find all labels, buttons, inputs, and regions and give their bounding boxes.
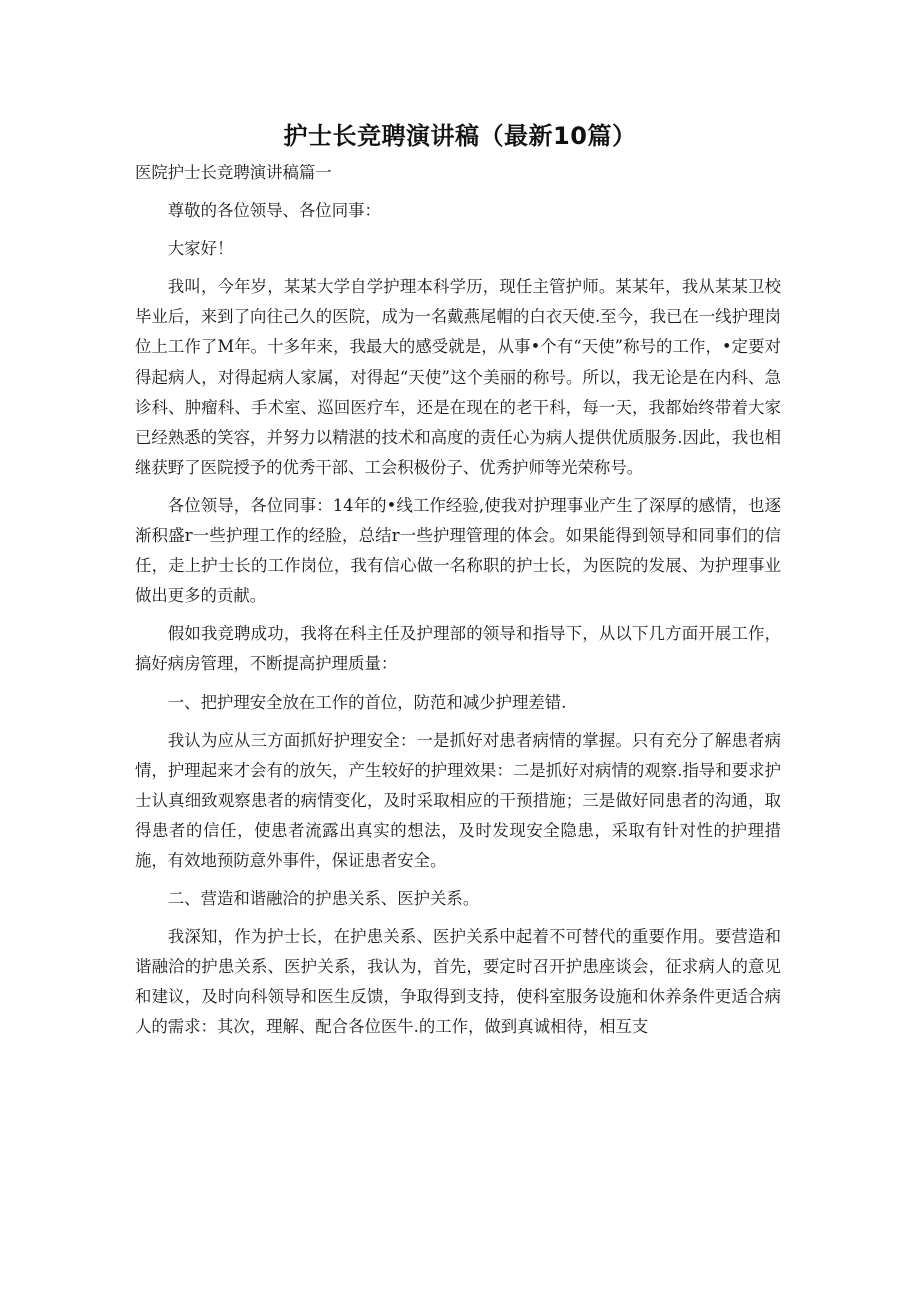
greeting: 大家好！ bbox=[167, 239, 234, 259]
point-heading: 一、把护理安全放在工作的首位，防范和减少护理差错. bbox=[167, 692, 567, 712]
body-paragraph: 假如我竞聘成功，我将在科主任及护理部的领导和指导下，从以下几方面开展工作，搞好病房管理，不断提高护理质量： bbox=[135, 624, 781, 674]
document-body bbox=[135, 158, 781, 1051]
body-paragraph: 我叫，今年岁，某某大学自学护理本科学历，现任主管护师。某某年，我从某某卫校毕业后，来到了向往己久的医院，成为一名戴燕尾帽的白衣天使.至今，我已在一线护理岗位上工作了M年。十多年来，我最大的感受就是，从事•个有“天使”称号的工作，•定要对得起病人，对得起病人家属，对得起“天使”这个美丽的称号。所以，我无论是在内科、急诊科、肿瘤科、手术室、巡回医疗车，还是在现在的老干科，每一天，我都始终带着大家已经熟悉的笑容，并努力以精湛的技术和高度的责任心为病人提供优质服务.因此，我也相继获野了医院授予的优秀干部、工会积极份子、优秀护师等光荣称号。 bbox=[135, 277, 781, 477]
document-title: 护士长竞聘演讲稿（最新10篇） bbox=[283, 122, 637, 150]
section-heading: 医院护士长竞聘演讲稿篇一 bbox=[135, 163, 332, 182]
body-paragraph: 我认为应从三方面抓好护理安全：一是抓好对患者病情的掌握。只有充分了解患者病情，护理起来才会有的放矢，产生较好的护理效果：二是抓好对病情的观察.指导和要求护士认真细致观察患者的病情变化，及时采取相应的干预措施；三是做好同患者的沟通，取得患者的信任，使患者流露出真实的想法，及时发现安全隐患，采取有针对性的护理措施，有效地预防意外事件，保证患者安全。 bbox=[135, 730, 781, 870]
salutation: 尊敬的各位领导、各位同事： bbox=[167, 201, 381, 221]
body-paragraph: 我深知，作为护士长，在护患关系、医护关系中起着不可替代的重要作用。要营造和谐融洽的护患关系、医护关系，我认为，首先，要定时召开护患座谈会，征求病人的意见和建议，及时向科领导和医生反馈，争取得到支持，使科室服务设施和休养条件更适合病人的需求：其次，理解、配合各位医牛.的工作，做到真诚相待，相互支 bbox=[135, 927, 781, 1037]
point-heading: 二、营造和谐融洽的护患关系、医护关系。 bbox=[167, 889, 480, 909]
body-paragraph: 各位领导，各位同事：14年的•线工作经验,使我对护理事业产生了深厚的感情，也逐渐积盛r一些护理工作的经脸，总结r一些护理管理的体会。如果能得到领导和同事们的信任，走上护士长的工作岗位，我有信心做一名称职的护士长，为医院的发展、为护理事业做出更多的贡献。 bbox=[135, 495, 781, 606]
